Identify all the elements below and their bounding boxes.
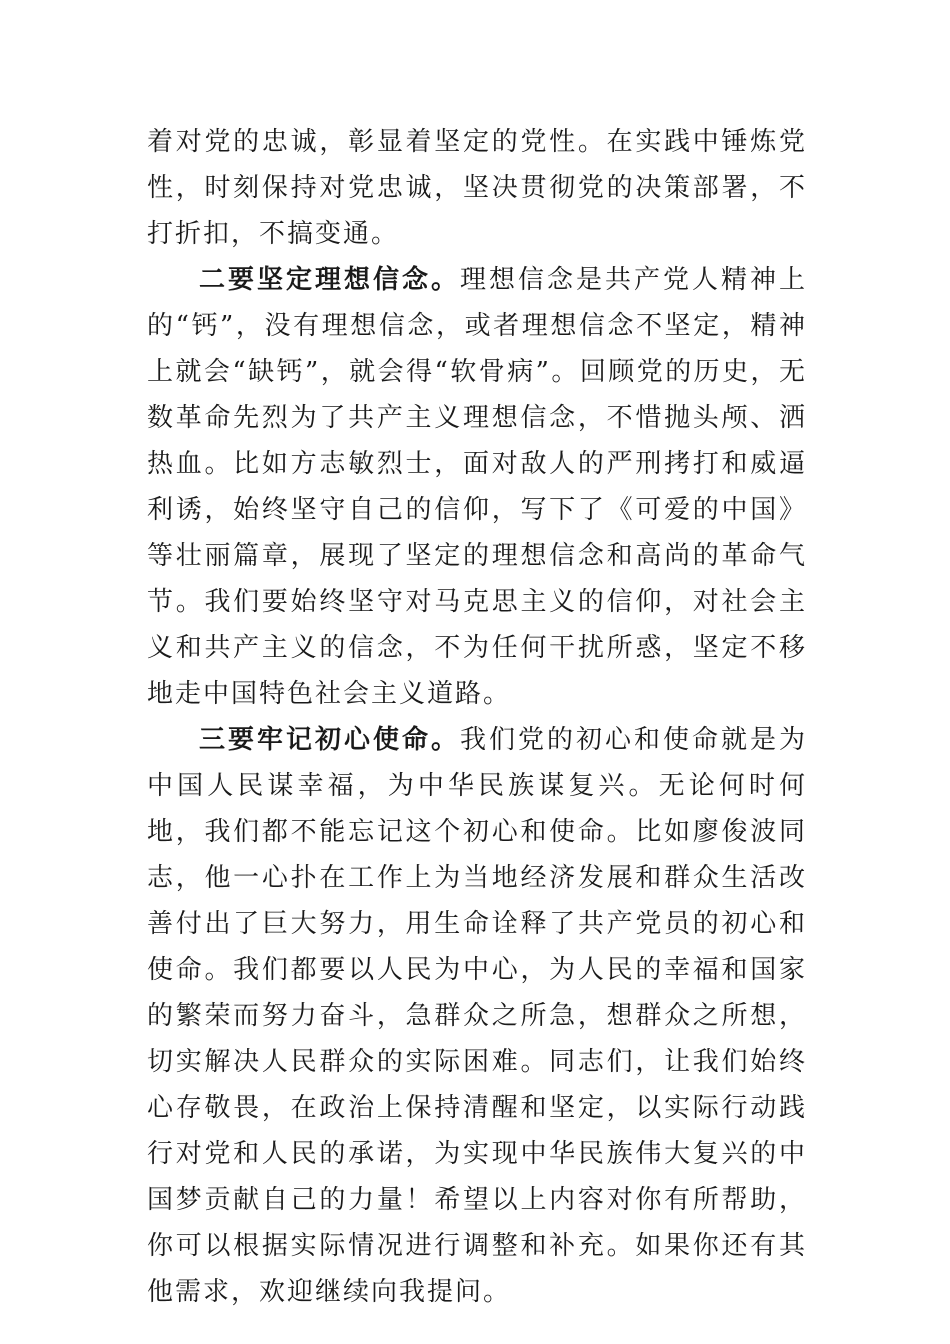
- paragraph-ideals-beliefs: [147, 257, 807, 717]
- paragraph-text: 着对党的忠诚，彰显着坚定的党性。在实践中锤炼党性，时刻保持对党忠诚，坚决贯彻党的决策部署，不打折扣，不搞变通。: [147, 127, 807, 249]
- document-body: [147, 119, 807, 1315]
- paragraph-continuation: [147, 119, 807, 257]
- paragraph-lead-heading: 二要坚定理想信念。: [199, 265, 460, 295]
- paragraph-text: 理想信念是共产党人精神上的“钙”，没有理想信念，或者理想信念不坚定，精神上就会“缺钙”，就会得“软骨病”。回顾党的历史，无数革命先烈为了共产主义理想信念，不惜抛头颅、洒热血。比如方志敏烈士，面对敌人的严刑拷打和威逼利诱，始终坚守自己的信仰，写下了《可爱的中国》等壮丽篇章，展现了坚定的理想信念和高尚的革命气节。我们要始终坚守对马克思主义的信仰，对社会主义和共产主义的信念，不为任何干扰所惑，坚定不移地走中国特色社会主义道路。: [147, 265, 807, 709]
- paragraph-original-mission: [147, 717, 807, 1315]
- paragraph-text: 我们党的初心和使命就是为中国人民谋幸福，为中华民族谋复兴。无论何时何地，我们都不能忘记这个初心和使命。比如廖俊波同志，他一心扑在工作上为当地经济发展和群众生活改善付出了巨大努力，用生命诠释了共产党员的初心和使命。我们都要以人民为中心，为人民的幸福和国家的繁荣而努力奋斗，急群众之所急，想群众之所想，切实解决人民群众的实际困难。同志们，让我们始终心存敬畏，在政治上保持清醒和坚定，以实际行动践行对党和人民的承诺，为实现中华民族伟大复兴的中国梦贡献自己的力量！希望以上内容对你有所帮助，你可以根据实际情况进行调整和补充。如果你还有其他需求，欢迎继续向我提问。: [147, 725, 807, 1307]
- paragraph-lead-heading: 三要牢记初心使命。: [199, 725, 460, 755]
